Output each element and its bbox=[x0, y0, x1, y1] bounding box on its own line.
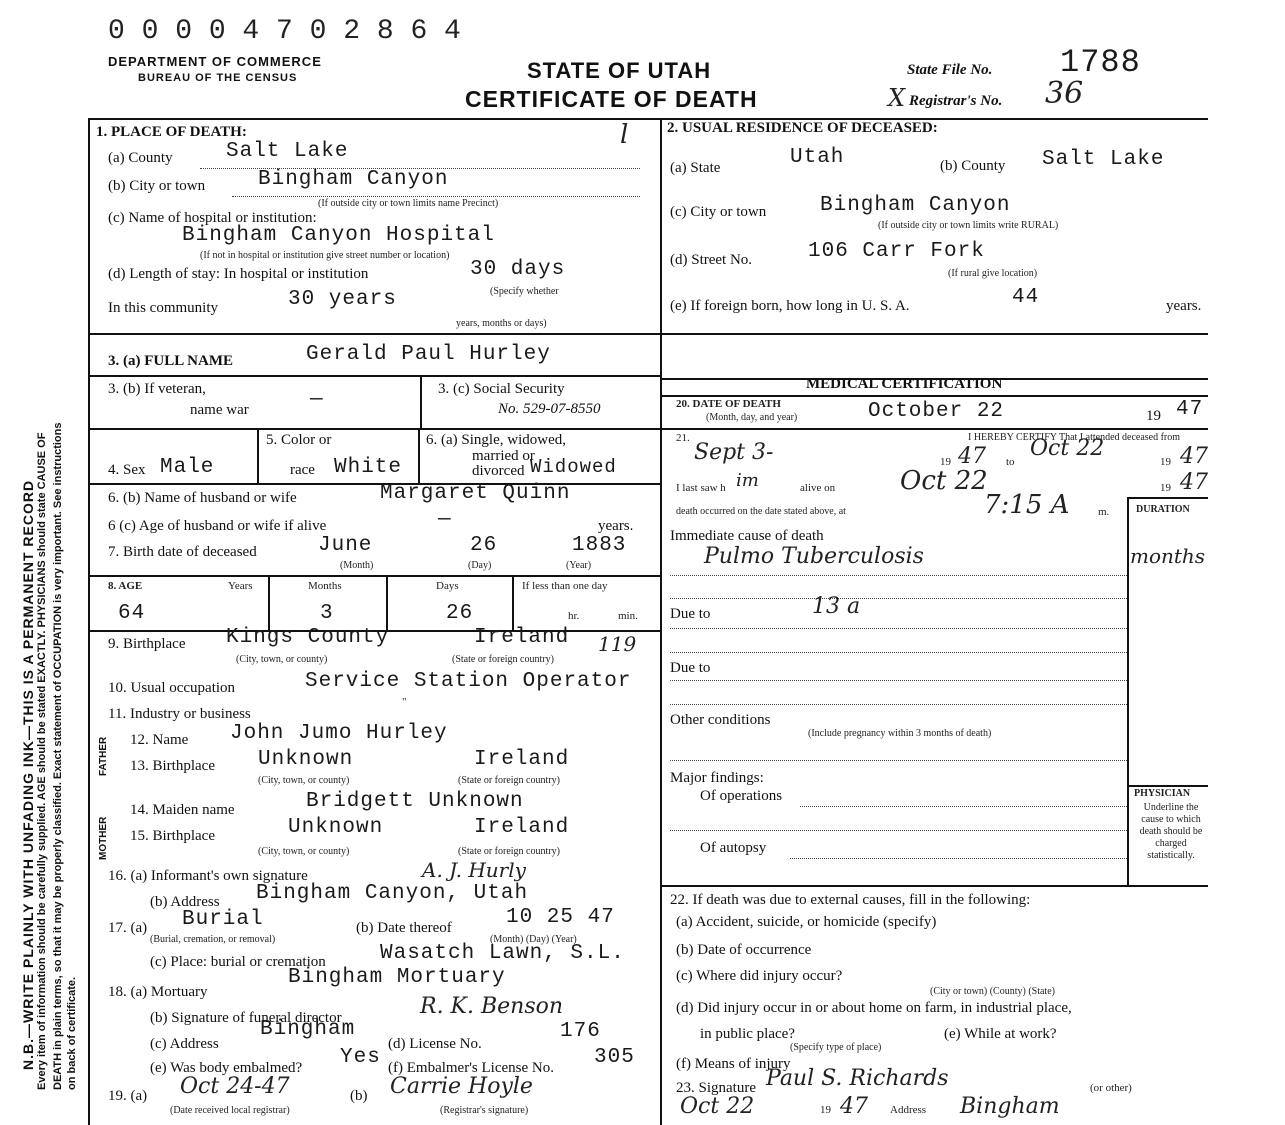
external-d2: in public place? bbox=[700, 1026, 795, 1042]
mortuary-label: 18. (a) Mortuary bbox=[108, 984, 208, 1000]
county-label: (a) County bbox=[108, 150, 173, 166]
signature-or-other: (or other) bbox=[1090, 1082, 1132, 1094]
marital-value: Widowed bbox=[530, 456, 617, 478]
burial-type: Burial bbox=[182, 908, 264, 931]
birthplace-country: Ireland bbox=[474, 626, 570, 649]
specify-note-2: years, months or days) bbox=[456, 318, 547, 329]
cause-line-7 bbox=[670, 760, 1127, 761]
external-e: (e) While at work? bbox=[944, 1026, 1057, 1042]
cause-line-2 bbox=[670, 598, 1127, 599]
fd-address-label: (c) Address bbox=[150, 1036, 219, 1052]
immediate-cause-label: Immediate cause of death bbox=[670, 528, 824, 544]
mother-birthplace-label: 15. Birthplace bbox=[130, 828, 215, 844]
mother-name-value: Bridgett Unknown bbox=[306, 790, 524, 813]
birth-year: 1883 bbox=[572, 534, 627, 557]
due-to-1: 13 a bbox=[812, 594, 861, 619]
burial-date-label: (b) Date thereof bbox=[356, 920, 452, 936]
father-birthplace-country: Ireland bbox=[474, 748, 570, 771]
occupation-value: Service Station Operator bbox=[305, 670, 632, 693]
veteran-label: 3. (b) If veteran, bbox=[108, 381, 206, 397]
registrar-date: Oct 24-47 bbox=[180, 1074, 290, 1099]
medical-title: MEDICAL CERTIFICATION bbox=[806, 376, 1003, 392]
vet-divider bbox=[420, 375, 422, 428]
dod-year-pre: 19 bbox=[1146, 408, 1161, 424]
age-div-2 bbox=[386, 575, 388, 630]
physician-signature: Paul S. Richards bbox=[766, 1066, 949, 1091]
res-street-label: (d) Street No. bbox=[670, 252, 753, 268]
mother-tag: MOTHER bbox=[98, 816, 109, 860]
dod-value: October 22 bbox=[868, 400, 1005, 423]
immediate-cause: Pulmo Tuberculosis bbox=[704, 544, 924, 569]
external-title: 22. If death was due to external causes, fill in the following: bbox=[670, 892, 1031, 908]
license-value: 176 bbox=[560, 1020, 601, 1043]
spouse-age-label: 6 (c) Age of husband or wife if alive bbox=[108, 518, 327, 534]
attend-to: Oct 22 bbox=[1030, 436, 1105, 461]
sex-value: Male bbox=[160, 456, 215, 479]
medical-title-bottom bbox=[660, 395, 1208, 397]
bp-caption-2: (State or foreign country) bbox=[452, 654, 554, 665]
residence-title: 2. USUAL RESIDENCE OF DECEASED: bbox=[667, 120, 938, 136]
signature-label: 23. Signature bbox=[676, 1080, 756, 1096]
burial-date: 10 25 47 bbox=[506, 906, 615, 929]
burial-place-label: (c) Place: burial or cremation bbox=[150, 954, 326, 970]
cause-line-4 bbox=[670, 652, 1127, 653]
hospital-value: Bingham Canyon Hospital bbox=[182, 224, 495, 247]
father-cap-1: (City, town, or county) bbox=[258, 775, 350, 786]
yr3: 47 bbox=[1180, 470, 1208, 495]
physician-top bbox=[1127, 785, 1208, 787]
color-label: 5. Color or bbox=[266, 432, 332, 448]
registrar-sig-caption: (Registrar's signature) bbox=[440, 1105, 529, 1116]
serial-number: 0 0 0 0 4 7 0 2 8 6 4 bbox=[108, 16, 461, 47]
race-label: race bbox=[290, 462, 315, 478]
birthdate-label: 7. Birth date of deceased bbox=[108, 544, 257, 560]
medical-cert-top bbox=[660, 428, 1208, 430]
external-d: (d) Did injury occur in or about home on farm, in industrial place, bbox=[676, 1000, 1072, 1016]
hospital-label: (c) Name of hospital or institution: bbox=[108, 210, 317, 226]
stay-label: (d) Length of stay: In hospital or institution bbox=[108, 266, 369, 282]
yr2-pre: 19 bbox=[1160, 456, 1171, 468]
industry-label: 11. Industry or business bbox=[108, 706, 251, 722]
marital-label: 6. (a) Single, widowed, bbox=[426, 432, 566, 448]
city-value: Bingham Canyon bbox=[258, 168, 449, 191]
month-caption: (Month) bbox=[340, 560, 374, 571]
age-years-label: Years bbox=[228, 580, 253, 592]
mother-birthplace-country: Ireland bbox=[474, 816, 570, 839]
cert-number: 21. bbox=[676, 432, 690, 444]
occupation-label: 10. Usual occupation bbox=[108, 680, 236, 696]
of-operations-label: Of operations bbox=[700, 788, 783, 804]
state-title: STATE OF UTAH bbox=[527, 58, 712, 83]
dod-year: 47 bbox=[1176, 398, 1204, 421]
father-cap-2: (State or foreign country) bbox=[458, 775, 560, 786]
other-conditions-label: Other conditions bbox=[670, 712, 771, 728]
signature-address-label: Address bbox=[890, 1104, 927, 1116]
age-div-1 bbox=[268, 575, 270, 630]
veteran-value: — bbox=[310, 388, 324, 411]
major-findings-label: Major findings: bbox=[670, 770, 764, 786]
registrar-date-caption: (Date received local registrar) bbox=[170, 1105, 290, 1116]
burial-type-caption: (Burial, cremation, or removal) bbox=[150, 934, 276, 945]
last-saw-him: im bbox=[736, 470, 759, 491]
license-label: (d) License No. bbox=[388, 1036, 482, 1052]
industry-value: " bbox=[402, 696, 407, 708]
spouse-label: 6. (b) Name of husband or wife bbox=[108, 490, 297, 506]
external-d2-caption: (Specify type of place) bbox=[790, 1042, 882, 1053]
state-file-number: 1788 bbox=[1060, 44, 1141, 81]
informant-sig-label: 16. (a) Informant's own signature bbox=[108, 868, 308, 884]
birth-day: 26 bbox=[470, 534, 498, 557]
physician-title: PHYSICIAN bbox=[1134, 788, 1191, 799]
cause-line-6 bbox=[670, 704, 1127, 705]
death-time: 7:15 A bbox=[984, 490, 1070, 520]
sex-row-bottom bbox=[88, 483, 660, 485]
res-county-value: Salt Lake bbox=[1042, 148, 1165, 171]
department-label: DEPARTMENT OF COMMERCE bbox=[108, 54, 322, 69]
age-months-label: Months bbox=[308, 580, 342, 592]
race-divider bbox=[418, 428, 420, 483]
informant-signature: A. J. Hurly bbox=[422, 858, 526, 882]
external-c-caps: (City or town) (County) (State) bbox=[930, 986, 1055, 997]
registrar-signature: Carrie Hoyle bbox=[390, 1074, 533, 1099]
immediate-duration: months bbox=[1130, 544, 1206, 568]
mother-name-label: 14. Maiden name bbox=[130, 802, 235, 818]
signature-date: Oct 22 bbox=[680, 1094, 755, 1119]
age-hr: hr. bbox=[568, 610, 580, 622]
res-street-note: (If rural give location) bbox=[948, 268, 1038, 279]
marital-label-2: married or bbox=[472, 448, 535, 464]
center-divider bbox=[660, 118, 662, 1125]
signature-year: 47 bbox=[840, 1094, 868, 1119]
cert-label: I HEREBY CERTIFY That I attended deceased from bbox=[968, 432, 1181, 443]
yr1-pre: 19 bbox=[940, 456, 951, 468]
yr3-pre: 19 bbox=[1160, 482, 1171, 494]
specify-note: (Specify whether bbox=[490, 286, 559, 297]
embalmer-license-label: (f) Embalmer's License No. bbox=[388, 1060, 554, 1076]
age-min: min. bbox=[618, 610, 638, 622]
father-name-label: 12. Name bbox=[130, 732, 189, 748]
am-label: m. bbox=[1098, 506, 1110, 518]
year-caption: (Year) bbox=[566, 560, 592, 571]
marital-label-3: divorced bbox=[472, 463, 525, 479]
due-to-2-label: Due to bbox=[670, 660, 711, 676]
duration-divider bbox=[1127, 497, 1129, 885]
father-name-value: John Jumo Hurley bbox=[230, 722, 448, 745]
res-street-value: 106 Carr Fork bbox=[808, 240, 985, 263]
top-border bbox=[88, 118, 1208, 120]
funeral-director-signature: R. K. Benson bbox=[420, 994, 564, 1019]
father-tag: FATHER bbox=[98, 736, 109, 776]
mother-cap-2: (State or foreign country) bbox=[458, 846, 560, 857]
burial-date-caption: (Month) (Day) (Year) bbox=[490, 934, 577, 945]
veteran-label-2: name war bbox=[190, 402, 249, 418]
ops-line-2 bbox=[670, 830, 1127, 831]
informant-address-label: (b) Address bbox=[150, 894, 220, 910]
birthplace-label: 9. Birthplace bbox=[108, 636, 186, 652]
cause-line-5 bbox=[670, 680, 1127, 681]
father-birthplace-city: Unknown bbox=[258, 748, 354, 771]
signature-year-pre: 19 bbox=[820, 1104, 831, 1116]
county-value: Salt Lake bbox=[226, 140, 349, 163]
x-mark: X bbox=[888, 84, 906, 112]
yr1: 47 bbox=[958, 444, 986, 469]
res-state-value: Utah bbox=[790, 146, 845, 169]
external-top bbox=[660, 885, 1208, 887]
name-row-bottom bbox=[88, 375, 660, 377]
external-f: (f) Means of injury bbox=[676, 1056, 791, 1072]
last-saw-label: I last saw h bbox=[676, 482, 726, 494]
res-city-label: (c) City or town bbox=[670, 204, 767, 220]
mother-cap-1: (City, town, or county) bbox=[258, 846, 350, 857]
fd-address: Bingham bbox=[260, 1018, 356, 1041]
yr2: 47 bbox=[1180, 444, 1208, 469]
aut-line bbox=[790, 858, 1127, 859]
birth-row-bottom bbox=[88, 575, 660, 577]
sex-label: 4. Sex bbox=[108, 462, 146, 478]
place-of-death-title: 1. PLACE OF DEATH: bbox=[96, 124, 247, 140]
age-days-value: 26 bbox=[446, 602, 474, 625]
duration-label: DURATION bbox=[1136, 504, 1190, 515]
dod-caption: (Month, day, and year) bbox=[706, 412, 798, 423]
side-instruction-1: N.B.—WRITE PLAINLY WITH UNFADING INK—THIS IS A PERMANENT RECORD bbox=[20, 479, 36, 1070]
birth-month: June bbox=[318, 534, 373, 557]
embalmer-license-value: 305 bbox=[594, 1046, 635, 1069]
birthplace-mark: 119 bbox=[598, 632, 637, 656]
registrar-b-label: (b) bbox=[350, 1088, 368, 1104]
foreign-label: (e) If foreign born, how long in U. S. A. bbox=[670, 298, 910, 314]
registrar-number-label: Registrar's No. bbox=[909, 93, 1003, 109]
age-div-3 bbox=[512, 575, 514, 630]
community-value: 30 years bbox=[288, 288, 397, 311]
mother-birthplace-city: Unknown bbox=[288, 816, 384, 839]
place-mark: l bbox=[620, 120, 629, 150]
res-city-note: (If outside city or town limits write RURAL) bbox=[878, 220, 1059, 231]
ss-label: 3. (c) Social Security bbox=[438, 381, 565, 397]
section1-bottom bbox=[88, 333, 660, 335]
burial-label: 17. (a) bbox=[108, 920, 148, 936]
res-county-label: (b) County bbox=[940, 158, 1006, 174]
funeral-director-label: (b) Signature of funeral director bbox=[150, 1010, 342, 1026]
state-file-label: State File No. bbox=[907, 62, 993, 78]
vet-row-bottom bbox=[88, 428, 660, 430]
side-instruction-3: DEATH in plain terms, so that it may be properly classified. Exact statement of OCCUPATION is very important. See instructions bbox=[52, 422, 64, 1090]
last-seen-date: Oct 22 bbox=[900, 466, 988, 496]
burial-place: Wasatch Lawn, S.L. bbox=[380, 942, 625, 965]
age-years-value: 64 bbox=[118, 602, 146, 625]
side-instruction-4: on back of certificate. bbox=[66, 976, 78, 1090]
embalmed-label: (e) Was body embalmed? bbox=[150, 1060, 303, 1076]
spouse-age-value: — bbox=[438, 508, 452, 531]
spouse-value: Margaret Quinn bbox=[380, 482, 571, 505]
left-border bbox=[88, 118, 90, 1125]
city-line bbox=[232, 196, 640, 197]
physician-text: Underline the cause to which death should be charged statistically. bbox=[1139, 802, 1203, 861]
city-label: (b) City or town bbox=[108, 178, 206, 194]
side-instruction-2: Every item of information should be carefully supplied. AGE should be stated EXACTLY. PHYSICIANS should state CAUSE OF bbox=[36, 432, 48, 1090]
res-city-value: Bingham Canyon bbox=[820, 194, 1011, 217]
age-label: 8. AGE bbox=[108, 580, 143, 592]
community-label: In this community bbox=[108, 300, 218, 316]
external-b: (b) Date of occurrence bbox=[676, 942, 812, 958]
birthplace-city: Kings County bbox=[226, 626, 390, 649]
age-months-value: 3 bbox=[320, 602, 334, 625]
section2-bottom bbox=[660, 333, 1208, 335]
spouse-age-years: years. bbox=[598, 518, 634, 534]
father-birthplace-label: 13. Birthplace bbox=[130, 758, 215, 774]
foreign-value: 44 bbox=[1012, 286, 1040, 309]
to-label: to bbox=[1006, 456, 1015, 468]
age-lt-label: If less than one day bbox=[522, 580, 608, 592]
death-time-label: death occurred on the date stated above, at bbox=[676, 506, 846, 517]
signature-address: Bingham bbox=[960, 1094, 1060, 1119]
res-state-label: (a) State bbox=[670, 160, 721, 176]
hospital-note: (If not in hospital or institution give street number or location) bbox=[200, 250, 450, 261]
registrar-label: 19. (a) bbox=[108, 1088, 148, 1104]
stay-value: 30 days bbox=[470, 258, 566, 281]
of-autopsy-label: Of autopsy bbox=[700, 840, 767, 856]
full-name-label: 3. (a) FULL NAME bbox=[108, 353, 233, 369]
alive-label: alive on bbox=[800, 482, 836, 494]
full-name-value: Gerald Paul Hurley bbox=[306, 343, 551, 366]
cause-line-3 bbox=[670, 628, 1127, 629]
due-to-1-label: Due to bbox=[670, 606, 711, 622]
day-caption: (Day) bbox=[468, 560, 492, 571]
foreign-years: years. bbox=[1166, 298, 1202, 314]
duration-top bbox=[1127, 497, 1208, 499]
age-days-label: Days bbox=[436, 580, 459, 592]
city-note: (If outside city or town limits name Precinct) bbox=[318, 198, 499, 209]
certificate-title: CERTIFICATE OF DEATH bbox=[465, 86, 758, 112]
race-value: White bbox=[334, 456, 403, 479]
embalmed-value: Yes bbox=[340, 1046, 381, 1069]
bureau-label: BUREAU OF THE CENSUS bbox=[138, 72, 298, 84]
ops-line bbox=[800, 806, 1127, 807]
sex-divider bbox=[257, 428, 259, 483]
registrar-number: 36 bbox=[1045, 76, 1084, 111]
external-c: (c) Where did injury occur? bbox=[676, 968, 843, 984]
dod-label: 20. DATE OF DEATH bbox=[676, 398, 781, 410]
other-conditions-caption: (Include pregnancy within 3 months of death) bbox=[808, 728, 992, 739]
cause-line-1 bbox=[670, 575, 1127, 576]
external-a: (a) Accident, suicide, or homicide (specify) bbox=[676, 914, 937, 930]
bp-caption-1: (City, town, or county) bbox=[236, 654, 328, 665]
ss-number: No. 529-07-8550 bbox=[498, 401, 601, 417]
mortuary-value: Bingham Mortuary bbox=[288, 966, 506, 989]
attend-from: Sept 3- bbox=[694, 440, 774, 465]
informant-address: Bingham Canyon, Utah bbox=[256, 882, 529, 905]
